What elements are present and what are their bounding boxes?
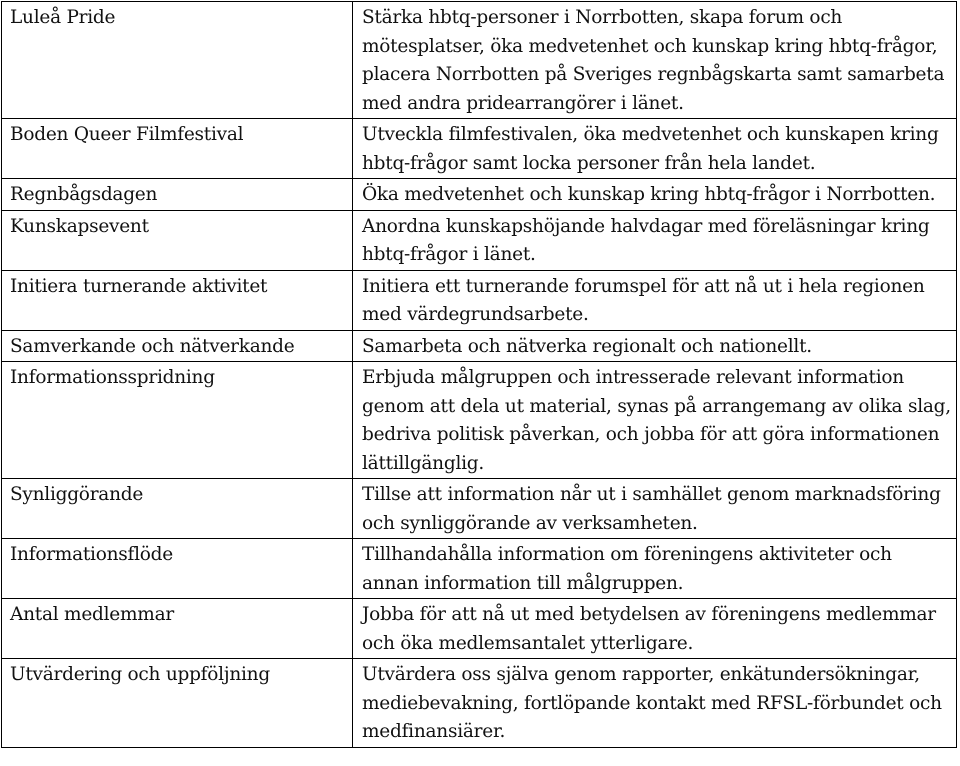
table-row (2, 599, 957, 659)
goal-cell: Öka medvetenhet och kunskap kring hbtq-frågor i Norrbotten. (353, 179, 957, 211)
table-row (2, 362, 957, 479)
table-row (2, 270, 957, 330)
goal-cell: Utvärdera oss själva genom rapporter, enkätundersökningar, mediebevakning, fortlöpande kontakt med RFSL-förbundet och medfinansiärer. (353, 659, 957, 748)
goal-cell: Jobba för att nå ut med betydelsen av föreningens medlemmar och öka medlemsantalet ytterligare. (353, 599, 957, 659)
table-row (2, 479, 957, 539)
activity-cell: Initiera turnerande aktivitet (2, 270, 353, 330)
goal-cell: Initiera ett turnerande forumspel för att nå ut i hela regionen med värdegrundsarbete. (353, 270, 957, 330)
goal-cell: Tillse att information når ut i samhället genom marknadsföring och synliggörande av verksamheten. (353, 479, 957, 539)
activity-cell: Informationsspridning (2, 362, 353, 479)
activity-cell: Informationsflöde (2, 539, 353, 599)
activity-cell: Regnbågsdagen (2, 179, 353, 211)
activities-table (1, 1, 957, 748)
goal-cell: Anordna kunskapshöjande halvdagar med föreläsningar kring hbtq-frågor i länet. (353, 210, 957, 270)
table-row (2, 2, 957, 119)
table-row (2, 210, 957, 270)
table-row (2, 539, 957, 599)
activity-cell: Kunskapsevent (2, 210, 353, 270)
goal-cell: Stärka hbtq-personer i Norrbotten, skapa forum och mötesplatser, öka medvetenhet och kunskap kring hbtq-frågor, placera Norrbotten på Sveriges regnbågskarta samt samarbeta med andra pridearrangörer i länet. (353, 2, 957, 119)
goal-cell: Erbjuda målgruppen och intresserade relevant information genom att dela ut material, synas på arrangemang av olika slag, bedriva politisk påverkan, och jobba för att göra informationen lättillgänglig. (353, 362, 957, 479)
activity-cell: Utvärdering och uppföljning (2, 659, 353, 748)
goal-cell: Samarbeta och nätverka regionalt och nationellt. (353, 330, 957, 362)
activity-cell: Luleå Pride (2, 2, 353, 119)
table-row (2, 330, 957, 362)
goal-cell: Tillhandahålla information om föreningens aktiviteter och annan information till målgruppen. (353, 539, 957, 599)
table-row (2, 119, 957, 179)
table-row (2, 179, 957, 211)
goal-cell: Utveckla filmfestivalen, öka medvetenhet och kunskapen kring hbtq-frågor samt locka personer från hela landet. (353, 119, 957, 179)
table-row (2, 659, 957, 748)
activity-cell: Synliggörande (2, 479, 353, 539)
activity-cell: Samverkande och nätverkande (2, 330, 353, 362)
activity-cell: Boden Queer Filmfestival (2, 119, 353, 179)
activity-cell: Antal medlemmar (2, 599, 353, 659)
